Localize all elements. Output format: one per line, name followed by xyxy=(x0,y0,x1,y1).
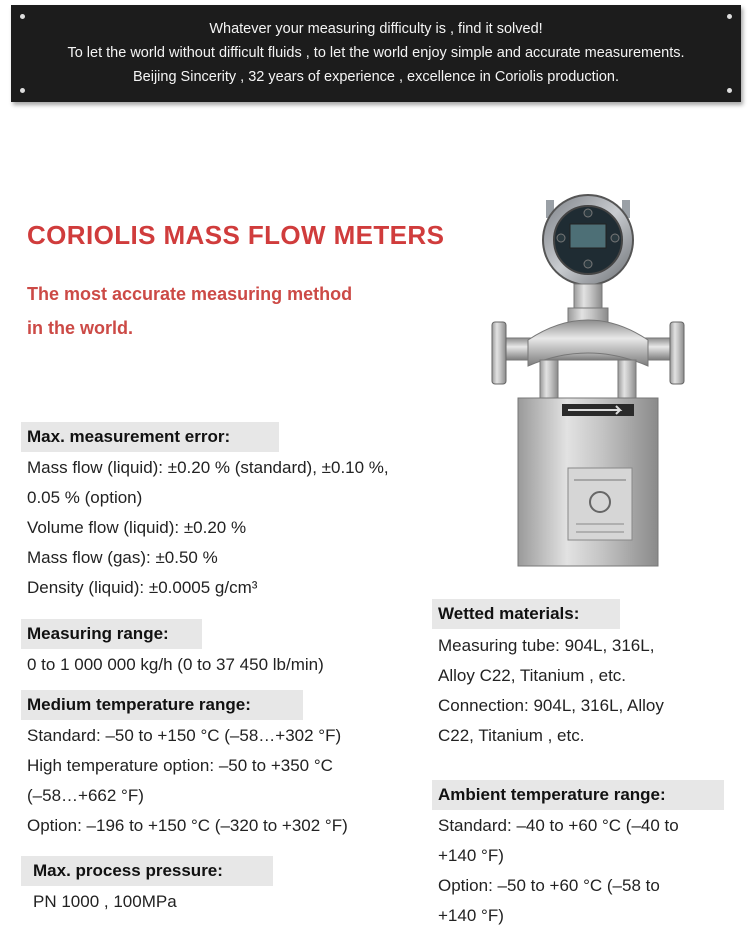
spec-line: Connection: 904L, 316L, Alloy xyxy=(438,696,664,715)
banner-rivet-icon xyxy=(727,14,732,19)
banner-rivet-icon xyxy=(727,88,732,93)
spec-line: Standard: –50 to +150 °C (–58…+302 °F) xyxy=(27,726,342,745)
max-error-heading: Max. measurement error: xyxy=(21,422,279,452)
spec-line: PN 1000 , 100MPa xyxy=(33,892,177,911)
spec-line: High temperature option: –50 to +350 °C xyxy=(27,756,333,775)
banner-line-3: Beijing Sincerity , 32 years of experience , excellence in Coriolis production. xyxy=(133,69,619,85)
spec-line: +140 °F) xyxy=(438,846,504,865)
spec-line: C22, Titanium , etc. xyxy=(438,726,585,745)
spec-line: Volume flow (liquid): ±0.20 % xyxy=(27,518,247,537)
subtitle-line-1: The most accurate measuring method xyxy=(27,284,353,304)
spec-line: 0 to 1 000 000 kg/h (0 to 37 450 lb/min) xyxy=(27,655,324,674)
header-banner xyxy=(11,5,741,102)
spec-line: +140 °F) xyxy=(438,906,504,925)
measuring-range-heading: Measuring range: xyxy=(21,619,202,649)
medium-temperature-heading: Medium temperature range: xyxy=(21,690,303,720)
spec-line: Alloy C22, Titanium , etc. xyxy=(438,666,627,685)
ambient-temperature-heading: Ambient temperature range: xyxy=(432,780,724,810)
coriolis-flow-meter-image xyxy=(488,190,688,570)
banner-rivet-icon xyxy=(20,14,25,19)
spec-line: Mass flow (liquid): ±0.20 % (standard), ±0.10 %, xyxy=(27,458,389,477)
spec-line: 0.05 % (option) xyxy=(27,488,143,507)
wetted-materials-heading: Wetted materials: xyxy=(432,599,620,629)
spec-line: Standard: –40 to +60 °C (–40 to xyxy=(438,816,679,835)
spec-line: Measuring tube: 904L, 316L, xyxy=(438,636,655,655)
page-title: CORIOLIS MASS FLOW METERS xyxy=(27,220,445,250)
spec-line: (–58…+662 °F) xyxy=(27,786,144,805)
banner-rivet-icon xyxy=(20,88,25,93)
spec-line: Option: –196 to +150 °C (–320 to +302 °F) xyxy=(27,816,348,835)
spec-line: Mass flow (gas): ±0.50 % xyxy=(27,548,218,567)
max-pressure-heading: Max. process pressure: xyxy=(21,856,273,886)
spec-line: Density (liquid): ±0.0005 g/cm³ xyxy=(27,578,258,597)
subtitle-line-2: in the world. xyxy=(27,318,133,338)
banner-line-2: To let the world without difficult fluids , to let the world enjoy simple and accurate measurements. xyxy=(67,45,685,61)
banner-line-1: Whatever your measuring difficulty is , find it solved! xyxy=(209,21,543,37)
spec-line: Option: –50 to +60 °C (–58 to xyxy=(438,876,660,895)
